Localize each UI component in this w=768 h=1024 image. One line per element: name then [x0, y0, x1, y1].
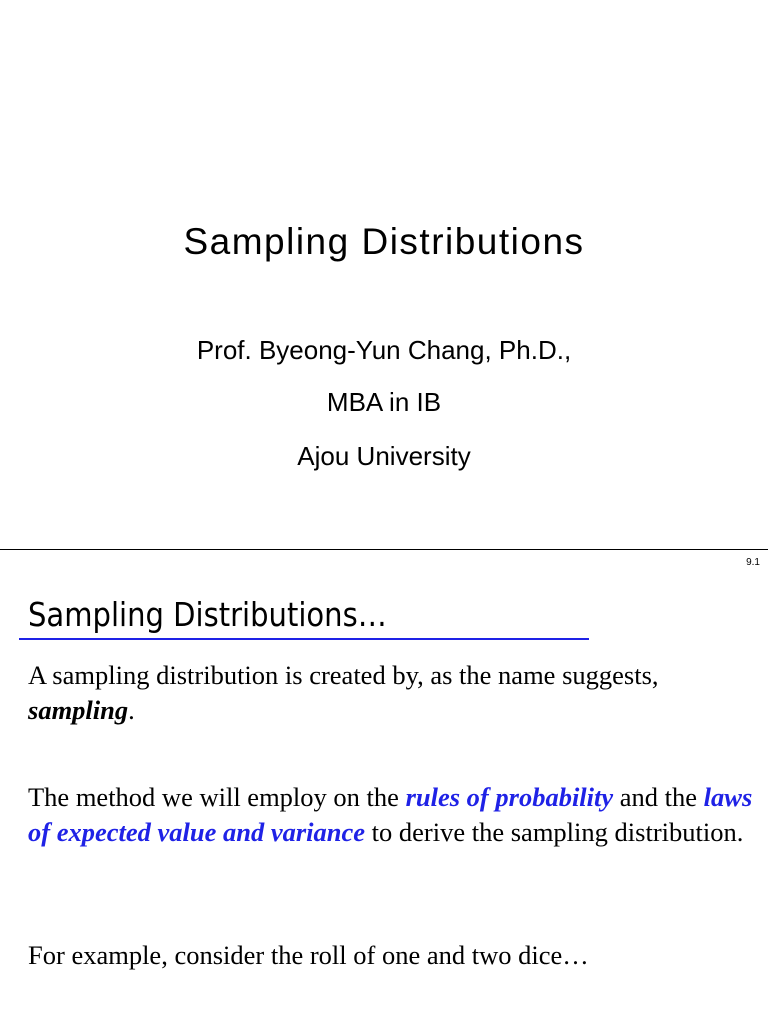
program-name: MBA in IB [326, 387, 442, 417]
highlight-laws-of-expected-value: laws of expected value and variance [28, 782, 753, 847]
university-name: Ajou University [297, 441, 471, 471]
paragraph-method-part3: to derive the sampling distribution. [365, 817, 744, 847]
page-number: 9.1 [746, 557, 760, 568]
slide-1-title: Sampling Distributions [183, 221, 585, 262]
author-name: Prof. Byeong-Yun Chang, Ph.D., [196, 335, 572, 365]
paragraph-definition-end: . [128, 695, 135, 725]
paragraph-method-part2: and the [613, 782, 704, 812]
slide-divider [0, 549, 768, 550]
title-underline [19, 638, 589, 640]
paragraph-method-part1: The method we will employ on the [28, 782, 406, 812]
highlight-rules-of-probability: rules of probability [405, 782, 614, 812]
paragraph-method [28, 780, 758, 850]
paragraph-definition-text: A sampling distribution is created by, as the name suggests, [28, 660, 659, 690]
paragraph-definition [28, 658, 758, 728]
paragraph-example: For example, consider the roll of one and two dice… [28, 940, 589, 970]
slide-2-title: Sampling Distributions… [28, 595, 387, 634]
emphasis-sampling: sampling [28, 695, 129, 725]
